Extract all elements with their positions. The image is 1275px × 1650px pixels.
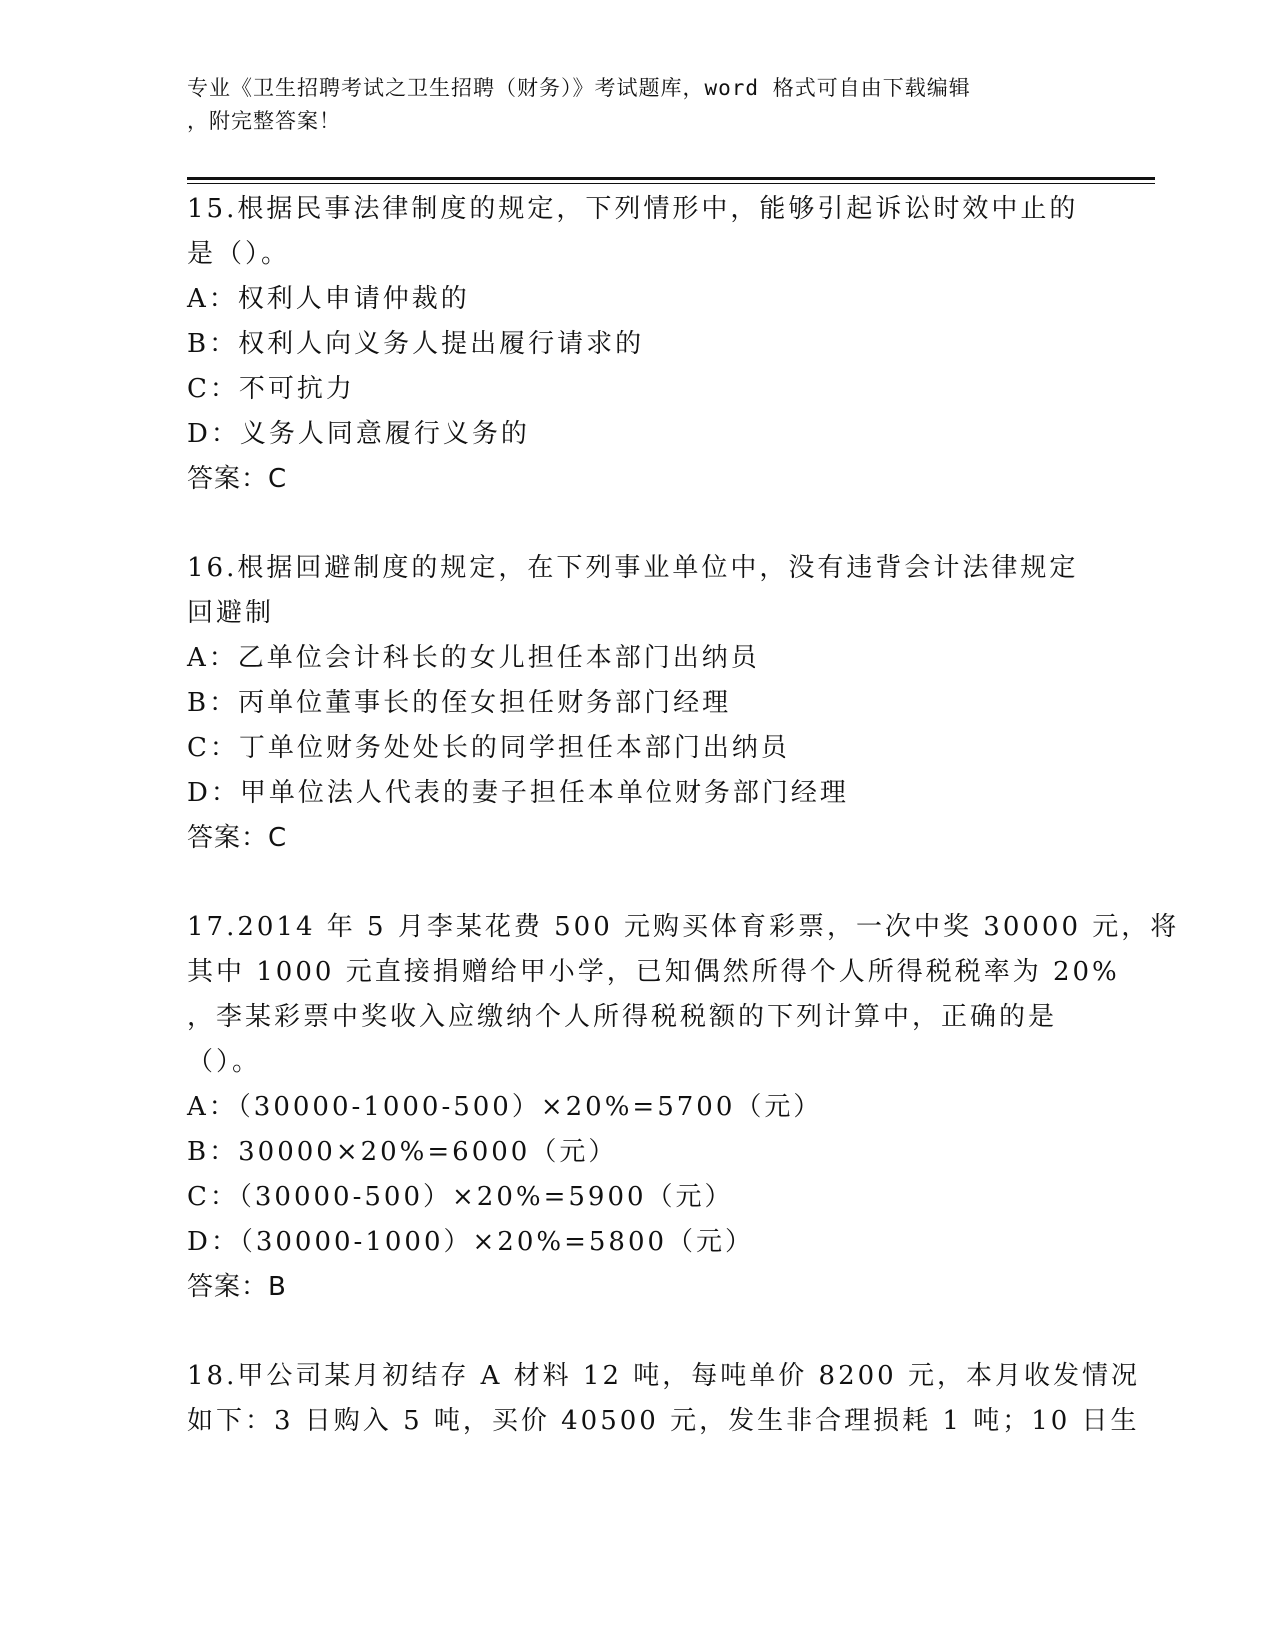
document-header (187, 72, 1067, 138)
option-b: B：30000×20%=6000（元） (187, 1137, 618, 1167)
answer: 答案：C (187, 823, 288, 853)
option-a: A：权利人申请仲裁的 (187, 284, 470, 314)
option-c: C：丁单位财务处处长的同学担任本部门出纳员 (187, 733, 790, 763)
question-stem: （）。 (187, 1047, 262, 1077)
question-stem: 回避制 (187, 598, 275, 628)
option-a: A：（30000-1000-500）×20%=5700（元） (187, 1092, 823, 1122)
option-d: D：甲单位法人代表的妻子担任本单位财务部门经理 (187, 778, 849, 808)
question-stem: 如下：3 日购入 5 吨，买价 40500 元，发生非合理损耗 1 吨；10 日生 (187, 1406, 1140, 1436)
question-stem: 其中 1000 元直接捐赠给甲小学，已知偶然所得个人所得税税率为 20% (187, 957, 1120, 987)
option-b: B：权利人向义务人提出履行请求的 (187, 329, 645, 359)
question-list (187, 187, 1180, 1488)
header-line: 专业《卫生招聘考试之卫生招聘（财务）》考试题库，word 格式可自由下载编辑 (187, 76, 971, 100)
header-divider-thin (187, 183, 1155, 184)
option-d: D：（30000-1000）×20%=5800（元） (187, 1227, 755, 1257)
header-divider-thick (187, 177, 1155, 180)
option-d: D：义务人同意履行义务的 (187, 419, 530, 449)
question-stem: 15.根据民事法律制度的规定，下列情形中，能够引起诉讼时效中止的 (187, 194, 1079, 224)
answer: 答案：C (187, 464, 288, 494)
question-stem: 是（）。 (187, 239, 291, 269)
header-line: ，附完整答案！ (187, 109, 341, 133)
question-stem: ，李某彩票中奖收入应缴纳个人所得税税额的下列计算中，正确的是 (187, 1002, 1058, 1032)
question-stem: 16.根据回避制度的规定，在下列事业单位中，没有违背会计法律规定 (187, 553, 1079, 583)
question-17 (187, 905, 1180, 1310)
option-b: B：丙单位董事长的侄女担任财务部门经理 (187, 688, 732, 718)
option-c: C：（30000-500）×20%=5900（元） (187, 1182, 734, 1212)
question-18 (187, 1354, 1140, 1444)
question-16 (187, 546, 1087, 861)
option-a: A：乙单位会计科长的女儿担任本部门出纳员 (187, 643, 760, 673)
question-stem: 18.甲公司某月初结存 A 材料 12 吨，每吨单价 8200 元，本月收发情况 (187, 1361, 1140, 1391)
answer: 答案：B (187, 1272, 287, 1302)
question-stem: 17.2014 年 5 月李某花费 500 元购买体育彩票，一次中奖 30000 元，将 (187, 912, 1180, 942)
question-15 (187, 187, 1087, 502)
option-c: C：不可抗力 (187, 374, 355, 404)
